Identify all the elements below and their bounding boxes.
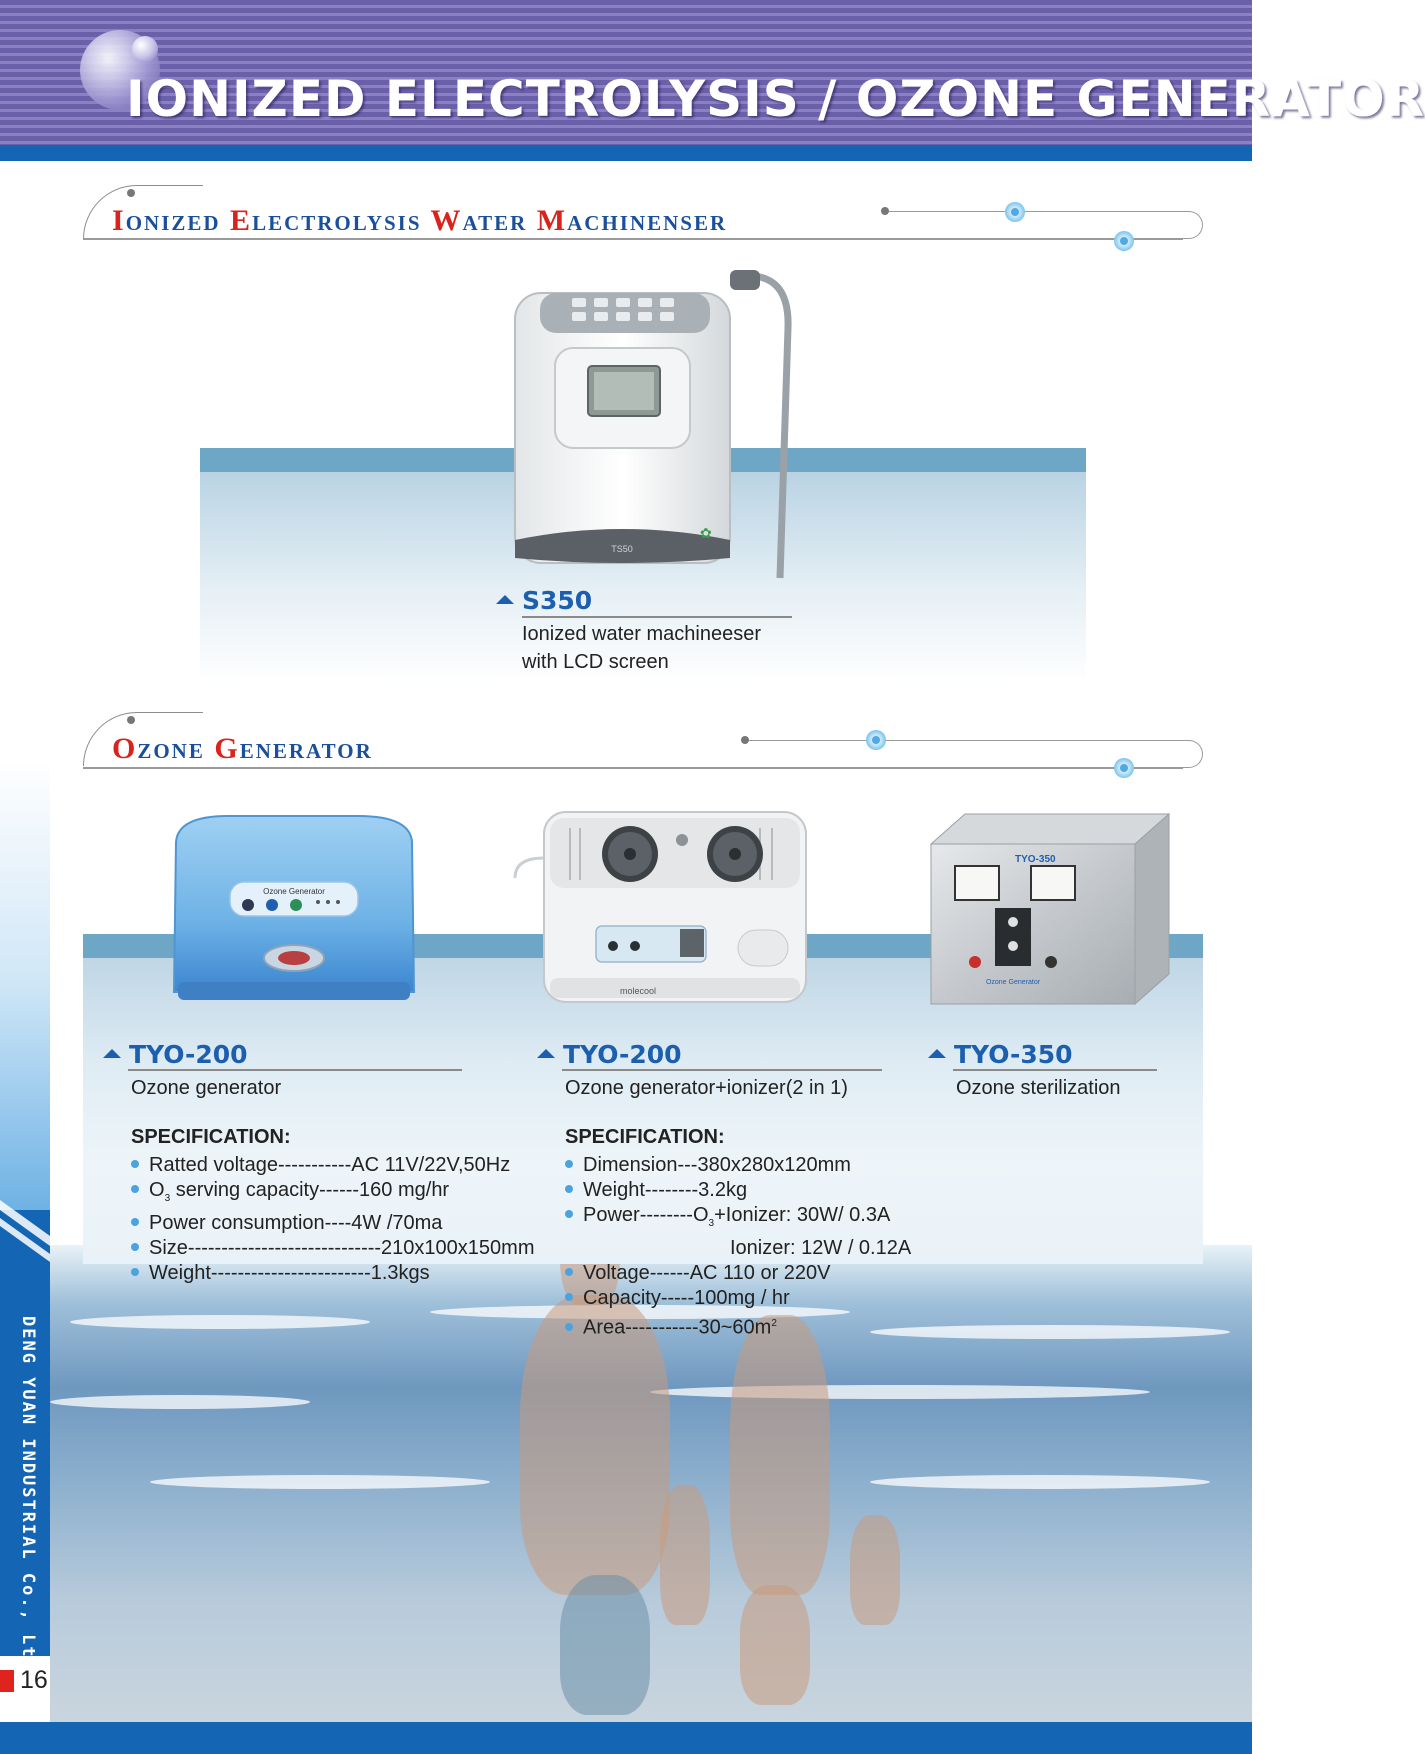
tyo200-blue-device-image [168,812,420,1008]
title-text: onized [125,204,231,237]
spec-item: Dimension---380x280x120mm [565,1153,911,1178]
s350-description-line1: Ionized water machineeser [522,623,762,645]
wave [870,1475,1210,1489]
section-title-ionized [112,204,727,238]
rail-start-dot [881,207,889,215]
child-right [850,1515,900,1625]
page-title: IONIZED ELECTROLYSIS / OZONE GENERATOR [126,70,1425,128]
mother-legs [740,1585,810,1705]
glow-dot [1005,202,1025,222]
bullet-icon [565,1210,573,1218]
tyo200-model-rule [128,1069,462,1071]
section-dot [127,716,135,724]
tyo200-device-label: Ozone Generator [263,887,325,896]
bullet-icon [131,1185,139,1193]
bullet-icon [131,1268,139,1276]
footer-strip [0,1722,1252,1754]
adult-mother [730,1315,830,1595]
child-left [660,1485,710,1625]
spec-item: Power-$-------O_3+Ionizer$: 30W/ 0.3A [565,1203,911,1236]
tyo350-description: Ozone sterilization [956,1077,1121,1099]
page-header [0,0,1425,150]
page-number-marker [0,1670,14,1692]
small-bubble-decoration [132,36,158,62]
s350-description-line2: with LCD screen [522,651,669,673]
spec-item: Capacity-----100mg / hr [565,1286,911,1311]
s350-device-label: TS50 [611,544,633,554]
title-capital: E [230,204,253,237]
spec-item: Weight--------3.2kg [565,1178,911,1203]
spec-item: Ionizer: 12W / 0.12A [730,1237,912,1259]
tyo350-device-image [925,804,1173,1014]
spec-item: Voltage------AC 110 or 220V [565,1261,911,1286]
section-rail [745,740,1203,768]
s350-model-rule [522,616,792,618]
bullet-icon [131,1218,139,1226]
spec-item: Area-$----------30\sim 60m^2$ [565,1311,911,1341]
tyo200-model-label: TYO-200 [103,1040,248,1069]
glow-dot [1114,758,1134,778]
bullet-icon [565,1293,573,1301]
bullet-icon [565,1323,573,1331]
bullet-icon [565,1185,573,1193]
title-capital: O [112,732,138,765]
company-name: DENG YUAN INDUSTRIAL Co., Ltd [18,1316,38,1671]
molecool-device-label: molecool [620,986,657,996]
tyo350-device-label: TYO-350 [1015,854,1056,865]
spec-item: Power consumption----4W /70ma [131,1211,534,1236]
s350-model-label: S350 [496,586,592,615]
wave [70,1315,370,1329]
father-legs [560,1575,650,1715]
section-title-ozone [112,732,373,766]
title-text: ater [462,204,537,237]
bullet-icon [565,1268,573,1276]
section-rail [885,211,1203,239]
spec-item: Weight------------------------1.3kgs [131,1261,534,1286]
tyo350-device-sublabel: Ozone Generator [985,979,1041,986]
bullet-icon [565,1160,573,1168]
wave [650,1385,1150,1399]
tyo200-ionizer-device-image [510,808,815,1008]
tyo200-ionizer-model-rule [562,1069,882,1071]
glow-dot [1114,231,1134,251]
title-text: lectrolysis [252,204,431,237]
tyo350-model-rule [953,1069,1157,1071]
title-capital: M [536,204,568,237]
tyo200-spec-heading: SPECIFICATION: [131,1126,291,1148]
title-capital: I [112,204,126,237]
page-number: 16 [20,1666,48,1694]
rail-start-dot [741,736,749,744]
title-capital: G [214,732,240,765]
header-blue-strip [0,145,1252,161]
tyo200-ionizer-model-label: TYO-200 [537,1040,682,1069]
tyo200-ionizer-spec-heading: SPECIFICATION: [565,1126,725,1148]
title-text: zone [137,732,215,765]
tyo200-description: Ozone generator [131,1077,282,1099]
bullet-icon [131,1160,139,1168]
title-capital: W [430,204,463,237]
title-text: enerator [239,732,373,765]
bullet-icon [131,1243,139,1251]
sidebar-stripes [0,1200,50,1280]
wave [50,1395,310,1409]
glow-dot [866,730,886,750]
spec-item: $O_3$ serving capacity------160 mg/hr [131,1178,534,1211]
section-dot [127,189,135,197]
wave [870,1325,1230,1339]
s350-machine-image [510,268,800,588]
spec-item: Ratted voltage-----------AC 11V/22V,50Hz [131,1153,534,1178]
title-text: achinenser [567,204,728,237]
tyo200-ionizer-spec-list [565,1153,911,1341]
tyo200-ionizer-description: Ozone generator+ionizer(2 in 1) [565,1077,848,1099]
wave [150,1475,490,1489]
svg-text:✿: ✿ [700,525,712,541]
tyo200-spec-list [131,1153,534,1286]
spec-item: Size-----------------------------210x100x150mm [131,1236,534,1261]
tyo350-model-label: TYO-350 [928,1040,1073,1069]
